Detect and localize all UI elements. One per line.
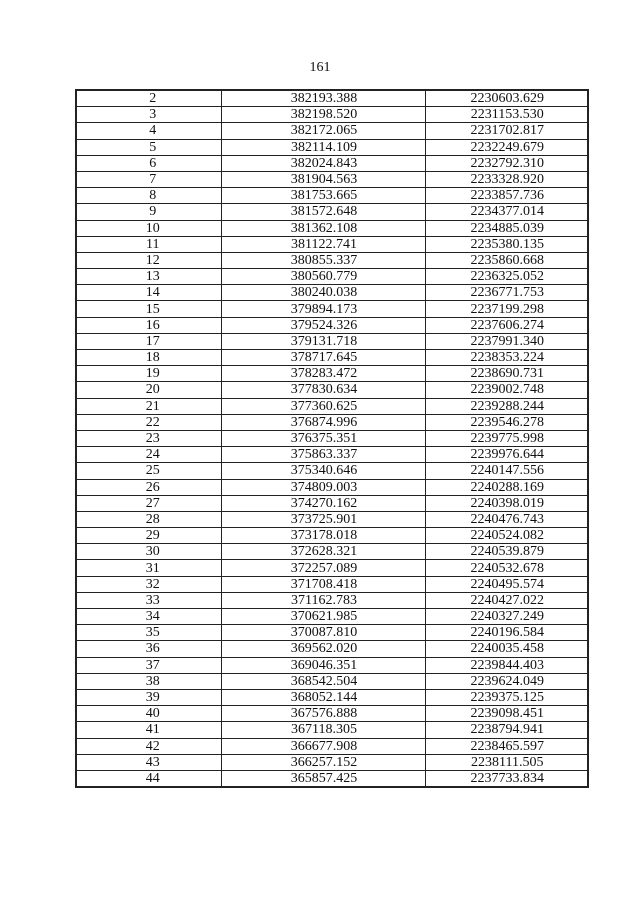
page-number: 161 bbox=[309, 60, 331, 75]
point-number-cell: 44 bbox=[76, 770, 221, 787]
table-row bbox=[76, 673, 588, 689]
x-coordinate-cell: 381572.648 bbox=[221, 204, 425, 220]
y-coordinate-cell: 2235860.668 bbox=[425, 252, 588, 268]
point-number-cell: 29 bbox=[76, 528, 221, 544]
point-number-cell: 24 bbox=[76, 447, 221, 463]
point-number-cell: 22 bbox=[76, 414, 221, 430]
point-number-cell: 4 bbox=[76, 123, 221, 139]
table-row bbox=[76, 770, 588, 787]
x-coordinate-cell: 379524.326 bbox=[221, 317, 425, 333]
point-number-cell: 23 bbox=[76, 430, 221, 446]
x-coordinate-cell: 378283.472 bbox=[221, 366, 425, 382]
x-coordinate-cell: 366257.152 bbox=[221, 754, 425, 770]
table-row bbox=[76, 171, 588, 187]
x-coordinate-cell: 371708.418 bbox=[221, 576, 425, 592]
table-row bbox=[76, 576, 588, 592]
y-coordinate-cell: 2231702.817 bbox=[425, 123, 588, 139]
point-number-cell: 30 bbox=[76, 544, 221, 560]
x-coordinate-cell: 366677.908 bbox=[221, 738, 425, 754]
y-coordinate-cell: 2240495.574 bbox=[425, 576, 588, 592]
y-coordinate-cell: 2238794.941 bbox=[425, 722, 588, 738]
y-coordinate-cell: 2238690.731 bbox=[425, 366, 588, 382]
x-coordinate-cell: 372628.321 bbox=[221, 544, 425, 560]
y-coordinate-cell: 2240398.019 bbox=[425, 495, 588, 511]
y-coordinate-cell: 2237199.298 bbox=[425, 301, 588, 317]
table-row bbox=[76, 366, 588, 382]
table-row bbox=[76, 528, 588, 544]
point-number-cell: 15 bbox=[76, 301, 221, 317]
point-number-cell: 38 bbox=[76, 673, 221, 689]
y-coordinate-cell: 2240476.743 bbox=[425, 511, 588, 527]
y-coordinate-cell: 2234377.014 bbox=[425, 204, 588, 220]
table-row bbox=[76, 738, 588, 754]
point-number-cell: 39 bbox=[76, 689, 221, 705]
x-coordinate-cell: 369046.351 bbox=[221, 657, 425, 673]
x-coordinate-cell: 382114.109 bbox=[221, 139, 425, 155]
x-coordinate-cell: 365857.425 bbox=[221, 770, 425, 787]
y-coordinate-cell: 2239844.403 bbox=[425, 657, 588, 673]
y-coordinate-cell: 2230603.629 bbox=[425, 90, 588, 107]
y-coordinate-cell: 2237991.340 bbox=[425, 333, 588, 349]
y-coordinate-cell: 2240532.678 bbox=[425, 560, 588, 576]
table-row bbox=[76, 544, 588, 560]
x-coordinate-cell: 381753.665 bbox=[221, 188, 425, 204]
point-number-cell: 36 bbox=[76, 641, 221, 657]
point-number-cell: 11 bbox=[76, 236, 221, 252]
point-number-cell: 19 bbox=[76, 366, 221, 382]
x-coordinate-cell: 379894.173 bbox=[221, 301, 425, 317]
x-coordinate-cell: 369562.020 bbox=[221, 641, 425, 657]
table-row bbox=[76, 754, 588, 770]
point-number-cell: 20 bbox=[76, 382, 221, 398]
point-number-cell: 37 bbox=[76, 657, 221, 673]
point-number-cell: 31 bbox=[76, 560, 221, 576]
y-coordinate-cell: 2240147.556 bbox=[425, 463, 588, 479]
x-coordinate-cell: 367118.305 bbox=[221, 722, 425, 738]
table-row bbox=[76, 90, 588, 107]
x-coordinate-cell: 370621.985 bbox=[221, 609, 425, 625]
table-row bbox=[76, 252, 588, 268]
point-number-cell: 17 bbox=[76, 333, 221, 349]
table-row bbox=[76, 269, 588, 285]
table-row bbox=[76, 333, 588, 349]
x-coordinate-cell: 370087.810 bbox=[221, 625, 425, 641]
x-coordinate-cell: 382198.520 bbox=[221, 107, 425, 123]
point-number-cell: 25 bbox=[76, 463, 221, 479]
point-number-cell: 26 bbox=[76, 479, 221, 495]
x-coordinate-cell: 380240.038 bbox=[221, 285, 425, 301]
y-coordinate-cell: 2239976.644 bbox=[425, 447, 588, 463]
y-coordinate-cell: 2232249.679 bbox=[425, 139, 588, 155]
table-row bbox=[76, 722, 588, 738]
y-coordinate-cell: 2234885.039 bbox=[425, 220, 588, 236]
x-coordinate-cell: 382024.843 bbox=[221, 155, 425, 171]
table-row bbox=[76, 155, 588, 171]
table-row bbox=[76, 479, 588, 495]
point-number-cell: 21 bbox=[76, 398, 221, 414]
point-number-cell: 34 bbox=[76, 609, 221, 625]
table-row bbox=[76, 625, 588, 641]
x-coordinate-cell: 377360.625 bbox=[221, 398, 425, 414]
x-coordinate-cell: 373178.018 bbox=[221, 528, 425, 544]
y-coordinate-cell: 2239624.049 bbox=[425, 673, 588, 689]
table-row bbox=[76, 350, 588, 366]
y-coordinate-cell: 2236771.753 bbox=[425, 285, 588, 301]
y-coordinate-cell: 2233857.736 bbox=[425, 188, 588, 204]
y-coordinate-cell: 2239546.278 bbox=[425, 414, 588, 430]
table-row bbox=[76, 706, 588, 722]
point-number-cell: 10 bbox=[76, 220, 221, 236]
table-row bbox=[76, 123, 588, 139]
x-coordinate-cell: 374809.003 bbox=[221, 479, 425, 495]
y-coordinate-cell: 2237733.834 bbox=[425, 770, 588, 787]
table-row bbox=[76, 689, 588, 705]
x-coordinate-cell: 380855.337 bbox=[221, 252, 425, 268]
x-coordinate-cell: 381362.108 bbox=[221, 220, 425, 236]
x-coordinate-cell: 381122.741 bbox=[221, 236, 425, 252]
table-row bbox=[76, 301, 588, 317]
point-number-cell: 13 bbox=[76, 269, 221, 285]
point-number-cell: 2 bbox=[76, 90, 221, 107]
y-coordinate-cell: 2240288.169 bbox=[425, 479, 588, 495]
table-row bbox=[76, 285, 588, 301]
x-coordinate-cell: 376874.996 bbox=[221, 414, 425, 430]
y-coordinate-cell: 2237606.274 bbox=[425, 317, 588, 333]
table-row bbox=[76, 641, 588, 657]
x-coordinate-cell: 367576.888 bbox=[221, 706, 425, 722]
table-row bbox=[76, 204, 588, 220]
y-coordinate-cell: 2240196.584 bbox=[425, 625, 588, 641]
y-coordinate-cell: 2233328.920 bbox=[425, 171, 588, 187]
x-coordinate-cell: 382193.388 bbox=[221, 90, 425, 107]
y-coordinate-cell: 2240427.022 bbox=[425, 592, 588, 608]
x-coordinate-cell: 374270.162 bbox=[221, 495, 425, 511]
x-coordinate-cell: 372257.089 bbox=[221, 560, 425, 576]
point-number-cell: 9 bbox=[76, 204, 221, 220]
table-row bbox=[76, 414, 588, 430]
table-row bbox=[76, 382, 588, 398]
point-number-cell: 27 bbox=[76, 495, 221, 511]
x-coordinate-cell: 379131.718 bbox=[221, 333, 425, 349]
point-number-cell: 43 bbox=[76, 754, 221, 770]
y-coordinate-cell: 2236325.052 bbox=[425, 269, 588, 285]
y-coordinate-cell: 2240524.082 bbox=[425, 528, 588, 544]
table-row bbox=[76, 560, 588, 576]
table-row bbox=[76, 107, 588, 123]
y-coordinate-cell: 2238465.597 bbox=[425, 738, 588, 754]
y-coordinate-cell: 2240035.458 bbox=[425, 641, 588, 657]
x-coordinate-cell: 368542.504 bbox=[221, 673, 425, 689]
table-row bbox=[76, 139, 588, 155]
table-row bbox=[76, 447, 588, 463]
x-coordinate-cell: 380560.779 bbox=[221, 269, 425, 285]
point-number-cell: 33 bbox=[76, 592, 221, 608]
point-number-cell: 41 bbox=[76, 722, 221, 738]
table-row bbox=[76, 398, 588, 414]
x-coordinate-cell: 373725.901 bbox=[221, 511, 425, 527]
point-number-cell: 18 bbox=[76, 350, 221, 366]
table-row bbox=[76, 657, 588, 673]
y-coordinate-cell: 2239375.125 bbox=[425, 689, 588, 705]
point-number-cell: 14 bbox=[76, 285, 221, 301]
x-coordinate-cell: 382172.065 bbox=[221, 123, 425, 139]
point-number-cell: 40 bbox=[76, 706, 221, 722]
point-number-cell: 8 bbox=[76, 188, 221, 204]
point-number-cell: 12 bbox=[76, 252, 221, 268]
point-number-cell: 6 bbox=[76, 155, 221, 171]
x-coordinate-cell: 371162.783 bbox=[221, 592, 425, 608]
table-row bbox=[76, 430, 588, 446]
table-row bbox=[76, 609, 588, 625]
table-row bbox=[76, 220, 588, 236]
table-row bbox=[76, 188, 588, 204]
y-coordinate-cell: 2231153.530 bbox=[425, 107, 588, 123]
y-coordinate-cell: 2232792.310 bbox=[425, 155, 588, 171]
point-number-cell: 32 bbox=[76, 576, 221, 592]
point-number-cell: 7 bbox=[76, 171, 221, 187]
x-coordinate-cell: 378717.645 bbox=[221, 350, 425, 366]
y-coordinate-cell: 2239002.748 bbox=[425, 382, 588, 398]
point-number-cell: 16 bbox=[76, 317, 221, 333]
point-number-cell: 5 bbox=[76, 139, 221, 155]
y-coordinate-cell: 2240327.249 bbox=[425, 609, 588, 625]
point-number-cell: 42 bbox=[76, 738, 221, 754]
coordinate-table-body bbox=[76, 90, 588, 787]
table-row bbox=[76, 495, 588, 511]
table-row bbox=[76, 317, 588, 333]
x-coordinate-cell: 375340.646 bbox=[221, 463, 425, 479]
table-row bbox=[76, 592, 588, 608]
y-coordinate-cell: 2238353.224 bbox=[425, 350, 588, 366]
y-coordinate-cell: 2235380.135 bbox=[425, 236, 588, 252]
x-coordinate-cell: 376375.351 bbox=[221, 430, 425, 446]
x-coordinate-cell: 377830.634 bbox=[221, 382, 425, 398]
x-coordinate-cell: 375863.337 bbox=[221, 447, 425, 463]
table-row bbox=[76, 511, 588, 527]
coordinate-table bbox=[75, 89, 589, 788]
point-number-cell: 35 bbox=[76, 625, 221, 641]
x-coordinate-cell: 381904.563 bbox=[221, 171, 425, 187]
y-coordinate-cell: 2239288.244 bbox=[425, 398, 588, 414]
y-coordinate-cell: 2239098.451 bbox=[425, 706, 588, 722]
table-row bbox=[76, 463, 588, 479]
x-coordinate-cell: 368052.144 bbox=[221, 689, 425, 705]
y-coordinate-cell: 2238111.505 bbox=[425, 754, 588, 770]
y-coordinate-cell: 2240539.879 bbox=[425, 544, 588, 560]
table-row bbox=[76, 236, 588, 252]
point-number-cell: 3 bbox=[76, 107, 221, 123]
y-coordinate-cell: 2239775.998 bbox=[425, 430, 588, 446]
point-number-cell: 28 bbox=[76, 511, 221, 527]
